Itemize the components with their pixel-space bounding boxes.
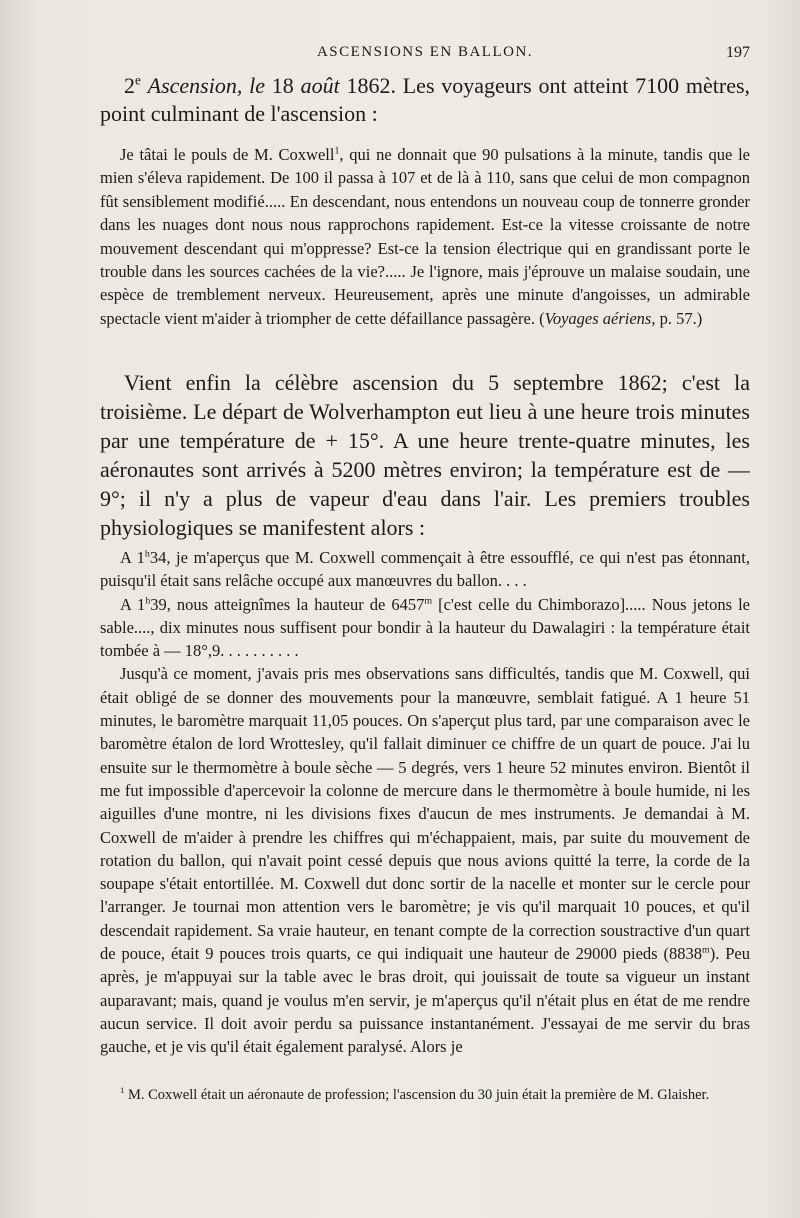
running-title: ASCENSIONS EN BALLON. xyxy=(316,44,534,60)
page-number: 197 xyxy=(726,44,750,61)
quote-block-ascension xyxy=(100,546,750,1059)
ordinal: 2 xyxy=(124,73,135,98)
ascension-label: Ascension, le xyxy=(147,73,265,98)
quote-block-pulse xyxy=(100,143,750,330)
quote2-paragraph-2: A 1$^h$39, nous atteignîmes la hauteur de 6457$^m$ [c'est celle du Chimborazo]..... Nous jetons le sable...., dix minutes nous suffisent pour bondir à la hauteur du Dawalagiri : la température était tombée à — 18°,9. . . . . . . . . . xyxy=(100,594,750,661)
footnote-mark: 1 xyxy=(120,1085,125,1096)
intro-text: 1862. Les voyageurs ont atteint 7100 mètres, point culminant de l'ascension : xyxy=(100,73,751,126)
quote1-part1: Je tâtai le pouls de M. Coxwell xyxy=(120,145,335,164)
quote2-paragraph-1: A 1$^h$34, je m'aperçus que M. Coxwell commençait à être essoufflé, ce qui n'est pas étonnant, puisqu'il était sans relâche occupé aux manœuvres du ballon. . . . xyxy=(100,548,750,591)
quote1-source: Voyages aériens xyxy=(544,308,652,328)
footnote-ref: 1 xyxy=(334,145,340,157)
main-text: Vient enfin la célèbre ascension du 5 septembre 1862; c'est la troisième. Le départ de Wolverhampton eut lieu à une heure trois minutes par une température de + 15°. A une heure trente-quatre minutes, les aéronautes sont arrivés à 5200 mètres environ; la température est de — 9°; il n'y a plus de vapeur d'eau dans l'air. Les premiers troubles physiologiques se manifestent alors : xyxy=(100,370,750,540)
quote2-paragraph-3: Jusqu'à ce moment, j'avais pris mes observations sans difficultés, tandis que M. Coxwell, qui était obligé de se donner des mouvements pour la manœuvre, semblait fatigué. A 1 heure 51 minutes, le baromètre marquait 11,05 pouces. On s'aperçut plus tard, par une comparaison avec le baromètre étalon de lord Wrottesley, qu'il fallait diminuer ce chiffre de un quart de pouce. J'ai lu ensuite sur le thermomètre à boule sèche — 5 degrés, vers 1 heure 52 minutes environ. Bientôt il me fut impossible d'apercevoir la colonne de mercure dans le thermomètre à boule humide, ni les aiguilles d'une montre, ni les divisions fixes d'aucun de mes instruments. Je demandai à M. Coxwell de m'aider à prendre les chiffres qui m'échappaient, mais, par suite du mouvement de rotation du ballon, qui n'avait point cessé depuis que nous avions quitté la terre, la corde de la soupape s'était entortillée. M. Coxwell dut donc sortir de la nacelle et monter sur le cercle pour l'arranger. Je tournai mon attention vers le baromètre; je vis qu'il marquait 10 pouces, et qu'il descendait rapidement. Sa vraie hauteur, en tenant compte de la correction soustractive d'un quart de pouce, était 9 pouces trois quarts, ce qui indiquait une hauteur de 29000 pieds (8838$^m$). Peu après, je m'appuyai sur la table avec le bras droit, qui jouissait de toute sa vigueur un instant auparavant; mais, quand je voulus m'en servir, je m'aperçus qu'il n'était plus en état de me rendre aucun service. Il doit avoir perdu sa puissance instantanément. J'essayai de me servir du bras gauche, et je vis qu'il était également paralysé. Alors je xyxy=(100,664,750,1057)
main-paragraph xyxy=(100,368,750,542)
quote1-part2: , qui ne donnait que 90 pulsations à la minute, tandis que le mien s'éleva rapidement. De 100 il passa à 107 et de là à 110, sans que celui de mon compagnon fût sensiblement modifié..... En descendant, nous entendons un nouveau coup de tonnerre gronder dans les nuages dont nous nous rapprochons rapidement. Est-ce la vitesse croissante de notre mouvement descendant qui m'oppresse? Est-ce la tension électrique qui en grandissant porte le trouble dans les sources cachées de la vie?..... Je l'ignore, mais j'éprouve un malaise soudain, une espèce de tremblement nerveux. Heureusement, après une minute d'angoisses, un admirable spectacle vient m'aider à triompher de cette défaillance passagère. ( xyxy=(100,145,750,328)
intro-month: août xyxy=(300,73,340,98)
page-header xyxy=(100,44,750,68)
intro-paragraph xyxy=(100,72,750,128)
footnote xyxy=(100,1085,750,1105)
ordinal-sup: e xyxy=(135,72,141,88)
quote1-part3: , p. 57.) xyxy=(651,308,703,328)
intro-day: 18 xyxy=(271,73,294,98)
footnote-text: M. Coxwell était un aéronaute de profession; l'ascension du 30 juin était la première de M. Glaisher. xyxy=(124,1087,710,1103)
